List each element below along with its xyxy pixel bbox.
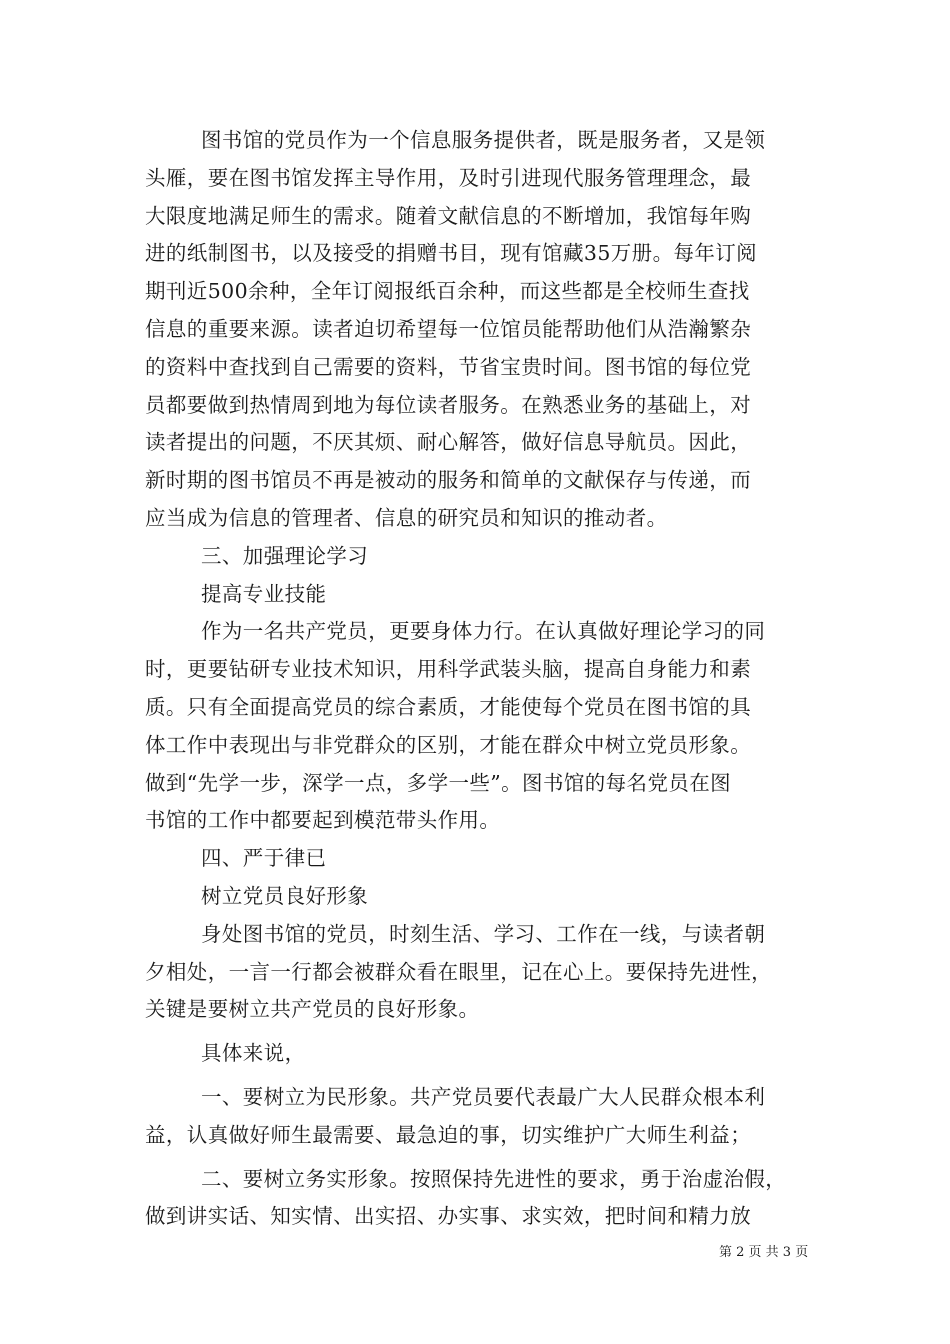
text-line: 四、严于律已: [201, 846, 327, 871]
text-line: 新时期的图书馆员不再是被动的服务和简单的文献保存与传递，而: [145, 468, 752, 493]
text-line: 提高专业技能: [201, 581, 327, 606]
text-line: 三、加强理论学习: [201, 543, 369, 568]
text-line: 树立党员良好形象: [201, 883, 369, 908]
document-body: [145, 122, 825, 1236]
text-line: 夕相处，一言一行都会被群众看在眼里，记在心上。要保持先进性，: [145, 959, 772, 984]
text-line: 一、要树立为民形象。共产党员要代表最广大人民群众根本利: [201, 1084, 766, 1109]
text-line: 书馆的工作中都要起到模范带头作用。: [145, 808, 501, 833]
text-line: 作为一名共产党员，更要身体力行。在认真做好理论学习的同: [201, 619, 766, 644]
text-line: 进的纸制图书，以及接受的捐赠书目，现有馆藏35万册。每年订阅: [145, 241, 758, 266]
text-line: 图书馆的党员作为一个信息服务提供者，既是服务者，又是领: [201, 128, 766, 152]
text-line: 二、要树立务实形象。按照保持先进性的要求，勇于治虚治假，: [201, 1166, 787, 1191]
text-line: 益，认真做好师生最需要、最急迫的事，切实维护广大师生利益；: [145, 1122, 752, 1147]
text-line: 做到“先学一步，深学一点，多学一些”。图书馆的每名党员在图: [145, 770, 732, 795]
text-line: 质。只有全面提高党员的综合素质，才能使每个党员在图书馆的具: [145, 694, 752, 719]
text-line: 身处图书馆的党员，时刻生活、学习、工作在一线，与读者朝: [201, 921, 766, 946]
text-line: 员都要做到热情周到地为每位读者服务。在熟悉业务的基础上，对: [145, 392, 752, 417]
text-line: 头雁，要在图书馆发挥主导作用，及时引进现代服务管理理念，最: [145, 165, 752, 190]
text-line: 信息的重要来源。读者迫切希望每一位馆员能帮助他们从浩瀚繁杂: [145, 316, 752, 341]
text-line: 大限度地满足师生的需求。随着文献信息的不断增加，我馆每年购: [145, 203, 752, 228]
text-line: 具体来说，: [201, 1041, 306, 1066]
text-line: 期刊近500余种，全年订阅报纸百余种，而这些都是全校师生查找: [145, 279, 750, 304]
text-line: 关键是要树立共产党员的良好形象。: [145, 997, 480, 1022]
text-line: 读者提出的问题，不厌其烦、耐心解答，做好信息导航员。因此，: [145, 430, 752, 455]
text-line: 做到讲实话、知实情、出实招、办实事、求实效，把时间和精力放: [145, 1204, 752, 1229]
text-line: 时，更要钻研专业技术知识，用科学武装头脑，提高自身能力和素: [145, 657, 752, 682]
text-line: 应当成为信息的管理者、信息的研究员和知识的推动者。: [145, 505, 668, 530]
text-line: 的资料中查找到自己需要的资料，节省宝贵时间。图书馆的每位党: [145, 354, 752, 379]
page-number: 第 2 页 共 3 页: [719, 1245, 809, 1260]
text-line: 体工作中表现出与非党群众的区别，才能在群众中树立党员形象。: [145, 732, 752, 757]
